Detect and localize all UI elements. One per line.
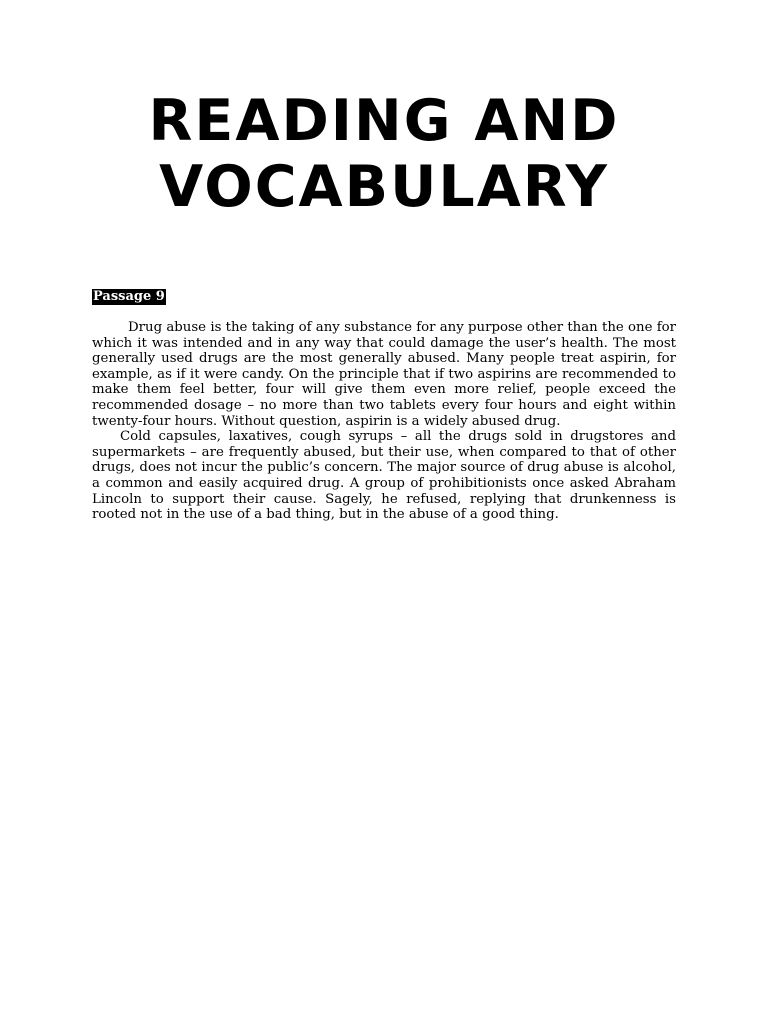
passage-body [92, 320, 676, 523]
page-title [0, 88, 768, 220]
passage-label: Passage 9 [93, 289, 165, 304]
passage-paragraph-1: Drug abuse is the taking of any substance for any purpose other than the one for which it was intended and in any way that could damage the user’s health. The most generally used drugs are the most generally abused. Many people treat aspirin, for example, as if it were candy. On the principle that if two aspirins are recommended to make them feel better, four will give them even more relief, people exceed the recommended dosage – no more than two tablets every four hours and eight within twenty-four hours. Without question, aspirin is a widely abused drug. [92, 320, 676, 429]
passage-paragraph-2: Cold capsules, laxatives, cough syrups – all the drugs sold in drugstores and supermarkets – are frequently abused, but their use, when compared to that of other drugs, does not incur the public’s concern. The major source of drug abuse is alcohol, a common and easily acquired drug. A group of prohibitionists once asked Abraham Lincoln to support their cause. Sagely, he refused, replying that drunkenness is rooted not in the use of a bad thing, but in the abuse of a good thing. [92, 429, 676, 523]
page-title-line-2: VOCABULARY [159, 154, 609, 220]
page-title-line-1: READING AND [148, 88, 620, 154]
